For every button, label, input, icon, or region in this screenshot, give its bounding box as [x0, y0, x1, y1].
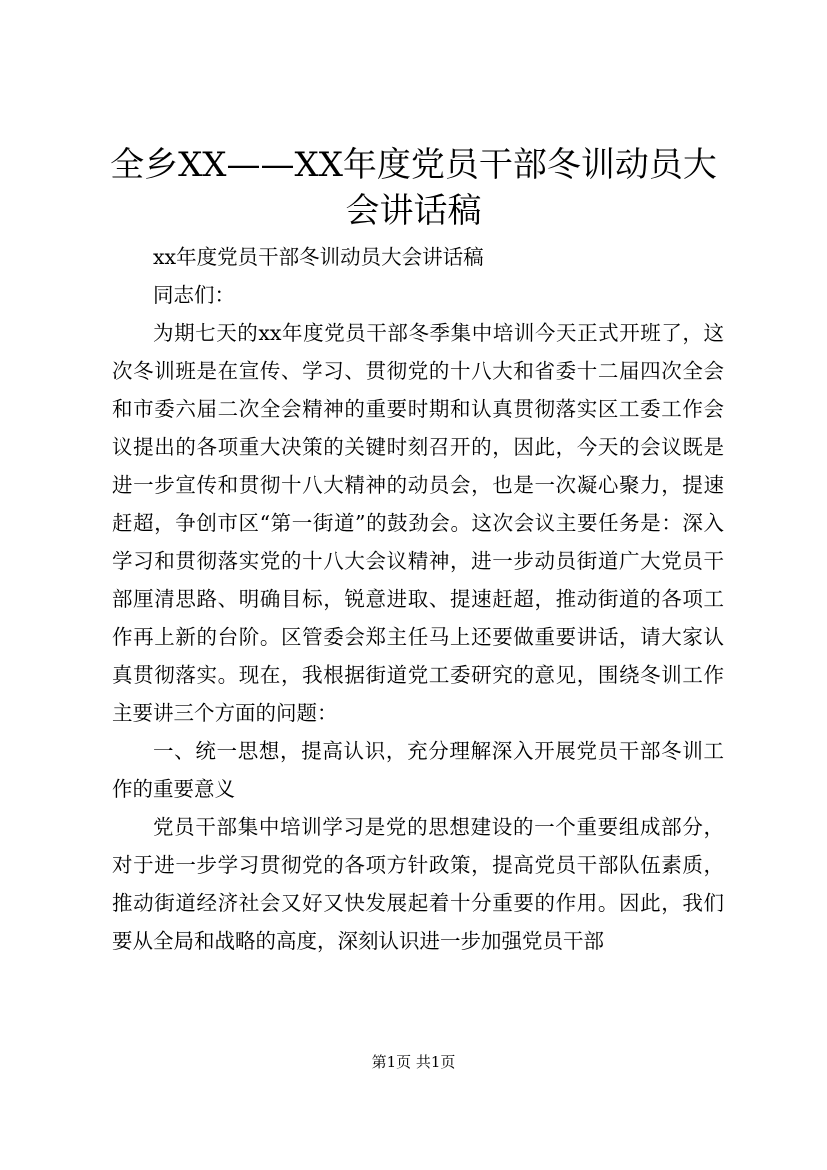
subtitle-line: xx年度党员干部冬训动员大会讲话稿 — [153, 245, 484, 269]
page-number-footer: 第1页 共1页 — [371, 1053, 456, 1071]
paragraph: 为期七天的xx年度党员干部冬季集中培训今天正式开班了，这次冬训班是在宣传、学习、贯彻党的十八大和省委十二届四次全会和市委六届二次全会精神的重要时期和认真贯彻落实区工委工作会议提出的各项重大决策的关键时刻召开的，因此，今天的会议既是进一步宣传和贯彻十八大精神的动员会，也是一次凝心聚力，提速赶超，争创市区“第一街道”的鼓劲会。这次会议主要任务是：深入学习和贯彻落实党的十八大会议精神，进一步动员街道广大党员干部厘清思路、明确目标，锐意进取、提速赶超，推动街道的各项工作再上新的台阶。区管委会郑主任马上还要做重要讲话，请大家认真贯彻落实。现在，我根据街道党工委研究的意见，围绕冬训工作主要讲三个方面的问题： — [112, 321, 724, 725]
greeting-line: 同志们： — [153, 283, 235, 307]
document-title: 全乡XX——XX年度党员干部冬训动员大会讲话稿 — [110, 145, 717, 231]
document-body — [112, 238, 724, 960]
section-heading: 一、统一思想，提高认识，充分理解深入开展党员干部冬训工作的重要意义 — [112, 739, 724, 801]
paragraph: 党员干部集中培训学习是党的思想建设的一个重要组成部分，对于进一步学习贯彻党的各项方针政策，提高党员干部队伍素质，推动街道经济社会又好又快发展起着十分重要的作用。因此，我们要从全局和战略的高度，深刻认识进一步加强党员干部 — [112, 815, 724, 953]
